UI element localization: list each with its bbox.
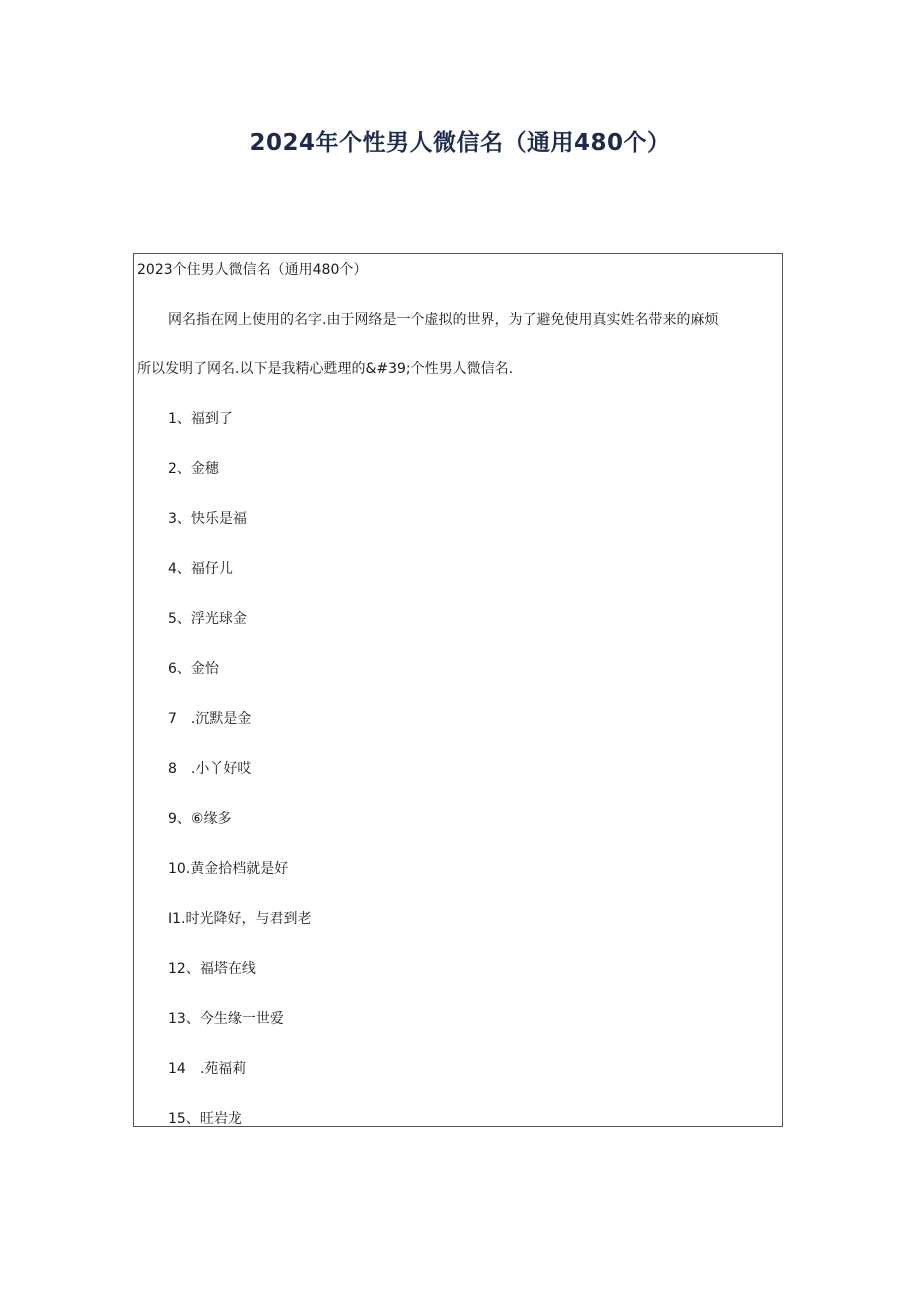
list-item: 9、⑥缘多: [168, 811, 232, 827]
list-item: 15、旺岩龙: [168, 1111, 242, 1127]
list-item: 10.黄金拾档就是好: [168, 861, 289, 877]
list-item: 6、金怡: [168, 661, 219, 677]
list-item: 8 .小丫好哎: [168, 761, 252, 777]
list-item: 4、福仔儿: [168, 561, 233, 577]
list-item: 12、福塔在线: [168, 961, 256, 977]
intro-paragraph-line-1: 网名指在网上使用的名字.由于网络是一个虚拟的世界，为了避免使用真实姓名带来的麻烦: [168, 312, 719, 328]
list-item: 1、福到了: [168, 411, 233, 427]
list-item: 14 .苑福莉: [168, 1061, 247, 1077]
list-item: 5、浮光球金: [168, 611, 247, 627]
list-item: I1.时光降好，与君到老: [168, 911, 312, 927]
names-list: [168, 408, 312, 1127]
page-title: 2024年个性男人微信名（通用480个）: [249, 130, 671, 156]
list-item: 2、金穗: [168, 461, 219, 477]
list-item: 3、快乐是福: [168, 511, 247, 527]
list-item: 13、今生缘一世爱: [168, 1011, 284, 1027]
intro-paragraph-line-2: 所以发明了网名.以下是我精心甦理的&#39;个性男人微信名.: [137, 361, 514, 377]
list-item: 7 .沉默是金: [168, 711, 252, 727]
content-box: [133, 253, 783, 1127]
box-heading: 2023个住男人微信名（通用480个）: [137, 262, 368, 278]
